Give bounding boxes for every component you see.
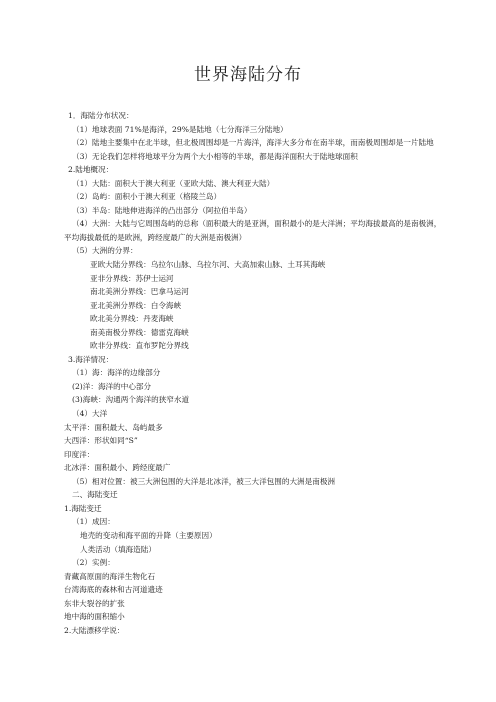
paragraph-line: 欧北美分界线：丹麦海峡 [90, 314, 174, 324]
paragraph-line: 亚非分界线：苏伊士运河 [90, 273, 174, 283]
paragraph-line: (2)洋：海洋的中心部分 [72, 381, 152, 391]
paragraph-line: （3）半岛：陆地伸进海洋的凸出部分（阿拉伯半岛） [72, 205, 252, 215]
paragraph-line: 大西洋：形状如同“S” [64, 436, 138, 446]
paragraph-line: 欧非分界线：直布罗陀分界线 [90, 341, 189, 351]
paragraph-line: 亚北美洲分界线：白令海峡 [90, 300, 182, 310]
paragraph-line: （4）大洋 [72, 409, 108, 419]
paragraph-line: （5）大洲的分界： [72, 246, 138, 256]
section-heading: 3.海洋情况： [68, 354, 114, 364]
page-title: 世界海陆分布 [194, 65, 302, 85]
paragraph-line: 人类活动（填海造陆） [80, 544, 156, 554]
paragraph-line: 东非大裂谷的扩张 [64, 598, 125, 608]
paragraph-line: （2）岛屿：面积小于澳大利亚（格陵兰岛） [72, 192, 222, 202]
paragraph-line: 亚欧大陆分界线：乌拉尔山脉、乌拉尔河、大高加索山脉、土耳其海峡 [90, 260, 326, 270]
paragraph-line: （1）地球表面 71%是海洋，29%是陆地（七分海洋三分陆地） [72, 124, 288, 134]
paragraph-line: （1）成因： [72, 517, 115, 527]
paragraph-line: （2）实例： [72, 558, 115, 568]
paragraph-line: （5）相对位置：被三大洲包围的大洋是北冰洋，被三大洋包围的大洲是南极洲 [72, 476, 336, 486]
section-heading: 二、海陆变迁 [72, 490, 118, 500]
paragraph-line: 南北美洲分界线：巴拿马运河 [90, 287, 189, 297]
section-heading: 2.大陆漂移学说： [64, 625, 125, 635]
paragraph-line: 地中海的面积缩小 [64, 612, 125, 622]
paragraph-line: 太平洋：面积最大、岛屿最多 [64, 422, 163, 432]
paragraph-line: 北冰洋：面积最小、跨经度最广 [64, 463, 171, 473]
paragraph-line: （4）大洲：大陆与它周围岛屿的总称（面积最大的是亚洲，面积最小的是大洋洲；平均海拔最高的是南极洲，平均海拔最低的是欧洲，跨经度最广的大洲是南极洲） [64, 219, 442, 242]
paragraph-line: 青藏高原面的海洋生物化石 [64, 571, 156, 581]
paragraph-line: 印度洋： [64, 449, 95, 459]
document-body [64, 109, 444, 637]
paragraph-line: 地壳的变动和海平面的升降（主要原因） [80, 530, 217, 540]
paragraph-line: （2）陆地主要集中在北半球，但北极周围却是一片海洋，海洋大多分布在南半球，而南极周围却是一片陆地 [72, 138, 434, 148]
section-heading: 1．海陆分布状况： [68, 111, 134, 120]
paragraph-line: （3）无论我们怎样将地球平分为两个大小相等的半球，都是海洋面积大于陆地球面积 [72, 151, 358, 161]
section-heading: 1.海陆变迁 [64, 503, 102, 513]
paragraph-line: 台湾海底的森林和古河道遗迹 [64, 585, 163, 595]
paragraph-line: 南美南极分界线：德雷克海峡 [90, 327, 189, 337]
section-heading: 2.陆地概况： [68, 165, 114, 175]
paragraph-line: （1）海：海洋的边缘部分 [72, 368, 161, 378]
paragraph-line: (3)海峡：沟通两个海洋的狭窄水道 [72, 395, 190, 405]
paragraph-line: （1）大陆：面积大于澳大利亚（亚欧大陆、澳大利亚大陆） [72, 178, 275, 188]
